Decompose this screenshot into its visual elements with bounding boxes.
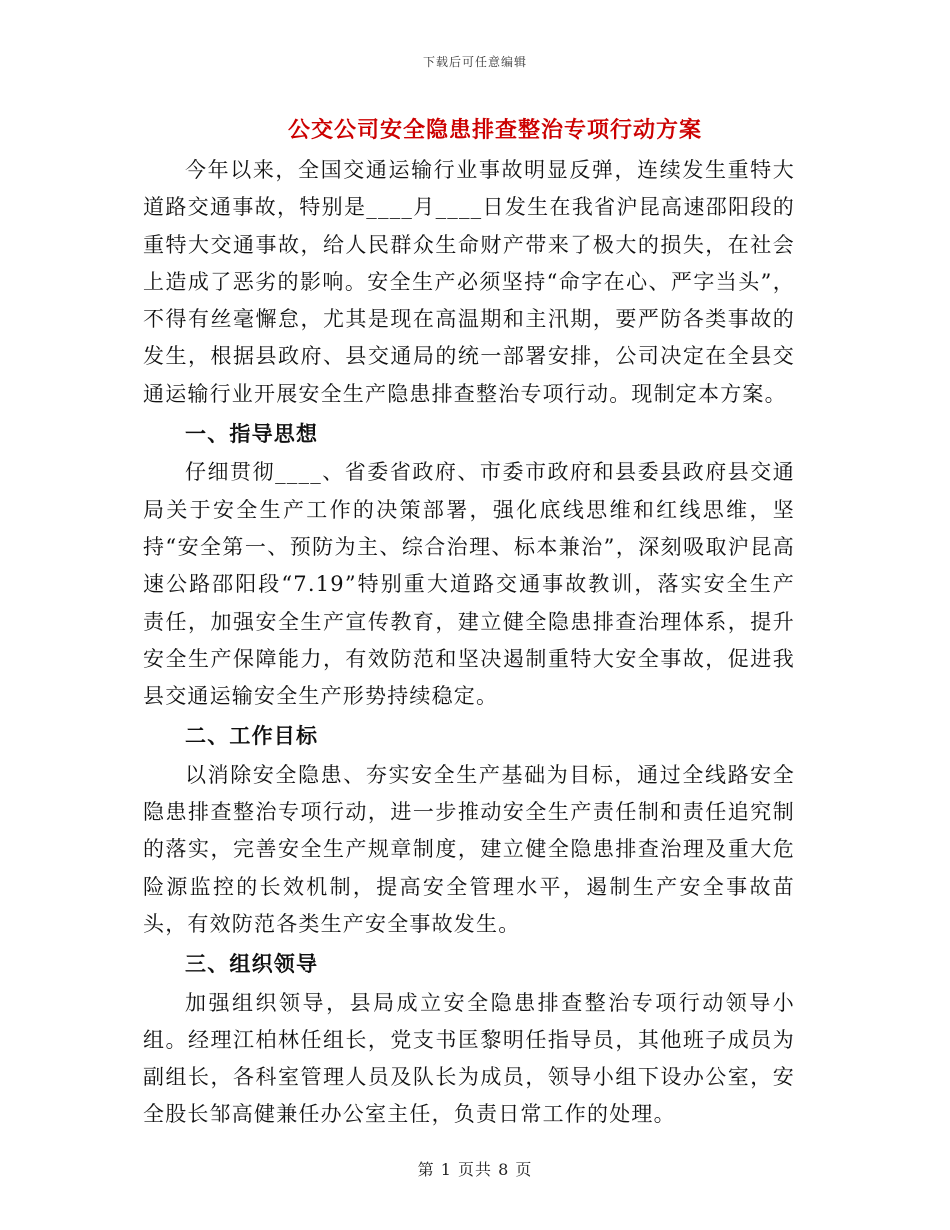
section-heading-guiding-ideology: 一、指导思想 (185, 421, 319, 447)
document-body (143, 152, 795, 1134)
page-number: 第 1 页共 8 页 (417, 1160, 533, 1179)
section-heading-work-goals: 二、工作目标 (185, 723, 319, 749)
section-paragraph-organization: 加强组织领导，县局成立安全隐患排查整治专项行动领导小组。经理江柏林任组长，党支书匡黎明任指导员，其他班子成员为副组长，各科室管理人员及队长为成员，领导小组下设办公室，安全股长邹高健兼任办公室主任，负责日常工作的处理。 (143, 990, 795, 1127)
intro-paragraph: 今年以来，全国交通运输行业事故明显反弹，连续发生重特大道路交通事故，特别是____月____日发生在我省沪昆高速邵阳段的重特大交通事故，给人民群众生命财产带来了极大的损失，在社会上造成了恶劣的影响。安全生产必须坚持“命字在心、严字当头”，不得有丝毫懈怠，尤其是现在高温期和主汛期，要严防各类事故的发生，根据县政府、县交通局的统一部署安排，公司决定在全县交通运输行业开展安全生产隐患排查整治专项行动。现制定本方案。 (143, 158, 795, 406)
section-heading-organization: 三、组织领导 (185, 951, 319, 977)
header-note: 下载后可任意编辑 (422, 55, 527, 69)
document-title: 公交公司安全隐患排查整治专项行动方案 (287, 117, 702, 143)
section-paragraph-work-goals: 以消除安全隐患、夯实安全生产基础为目标，通过全线路安全隐患排查整治专项行动，进一步推动安全生产责任制和责任追究制的落实，完善安全生产规章制度，建立健全隐患排查治理及重大危险源监控的长效机制，提高安全管理水平，遏制生产安全事故苗头，有效防范各类生产安全事故发生。 (143, 762, 795, 936)
section-paragraph-guiding-ideology: 仔细贯彻____、省委省政府、市委市政府和县委县政府县交通局关于安全生产工作的决策部署，强化底线思维和红线思维，坚持“安全第一、预防为主、综合治理、标本兼治”，深刻吸取沪昆高速公路邵阳段“7.19”特别重大道路交通事故教训，落实安全生产责任，加强安全生产宣传教育，建立健全隐患排查治理体系，提升安全生产保障能力，有效防范和坚决遏制重特大安全事故，促进我县交通运输安全生产形势持续稳定。 (143, 460, 795, 709)
